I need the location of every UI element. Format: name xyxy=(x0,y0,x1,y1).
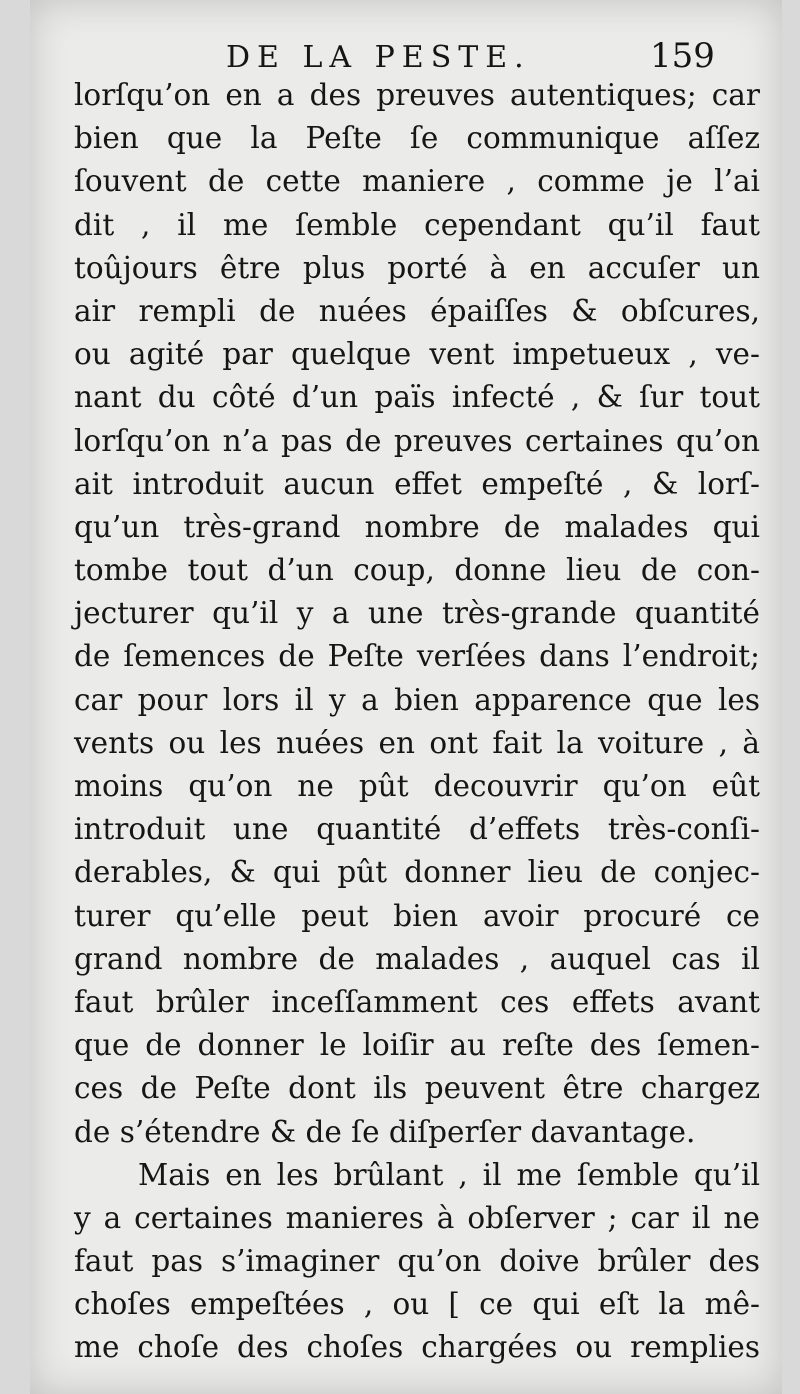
running-title: DE LA PESTE. xyxy=(226,40,531,75)
text-line: introduit une quantité d’effets très-conſi- xyxy=(74,812,760,847)
page-number: 159 xyxy=(650,36,715,76)
text-line: que de donner le loiſir au reſte des ſemen- xyxy=(74,1028,760,1063)
text-line: lorſqu’on en a des preuves autentiques; car xyxy=(74,78,760,112)
text-line: car pour lors il y a bien apparence que les xyxy=(74,682,760,717)
text-line: grand nombre de malades , auquel cas il xyxy=(74,941,760,976)
text-line: ait introduit aucun effet empeſté , & lorſ- xyxy=(74,466,760,501)
text-line: de ſemences de Peſte verſées dans l’endroit; xyxy=(74,639,760,674)
book-page xyxy=(30,0,782,1394)
text-line: ou agité par quelque vent impetueux , ve- xyxy=(74,337,760,372)
text-line: tombe tout d’un coup, donne lieu de con- xyxy=(74,553,760,588)
text-line: y a certaines manieres à obſerver ; car il ne xyxy=(74,1200,760,1235)
text-line: faut brûler inceſſamment ces effets avant xyxy=(74,984,760,1019)
text-line: jecturer qu’il y a une très-grande quantité xyxy=(74,596,760,631)
text-line: moins qu’on ne pût decouvrir qu’on eût xyxy=(74,769,760,803)
text-line: choſes empeſtées , ou [ ce qui eſt la mê- xyxy=(74,1287,760,1322)
text-line: dit , il me ſemble cependant qu’il faut xyxy=(74,207,760,242)
text-line: derables, & qui pût donner lieu de conjec- xyxy=(74,855,760,890)
text-line: vents ou les nuées en ont fait la voiture , à xyxy=(74,725,760,760)
paragraph-start-line: Mais en les brûlant , il me ſemble qu’il xyxy=(138,1157,760,1192)
body-text xyxy=(74,74,760,1370)
text-line: bien que la Peſte ſe communique aſſez xyxy=(74,121,760,156)
paragraph-end-line: de s’étendre & de ſe diſperſer davantage. xyxy=(74,1114,696,1149)
text-line: faut pas s’imaginer qu’on doive brûler des xyxy=(74,1244,760,1279)
text-line: me choſe des choſes chargées ou remplies xyxy=(74,1330,760,1365)
text-line: air rempli de nuées épaiſſes & obſcures, xyxy=(74,293,760,328)
text-line: lorſqu’on n’a pas de preuves certaines qu’on xyxy=(74,423,760,458)
text-line: ces de Peſte dont ils peuvent être chargez xyxy=(74,1071,760,1106)
text-line: turer qu’elle peut bien avoir procuré ce xyxy=(74,898,760,933)
text-line: nant du côté d’un païs infecté , & ſur tout xyxy=(74,380,760,415)
text-line: qu’un très-grand nombre de malades qui xyxy=(74,509,760,544)
text-line: ſouvent de cette maniere , comme je l’ai xyxy=(74,164,760,199)
text-line: toûjours être plus porté à en accuſer un xyxy=(74,250,760,285)
